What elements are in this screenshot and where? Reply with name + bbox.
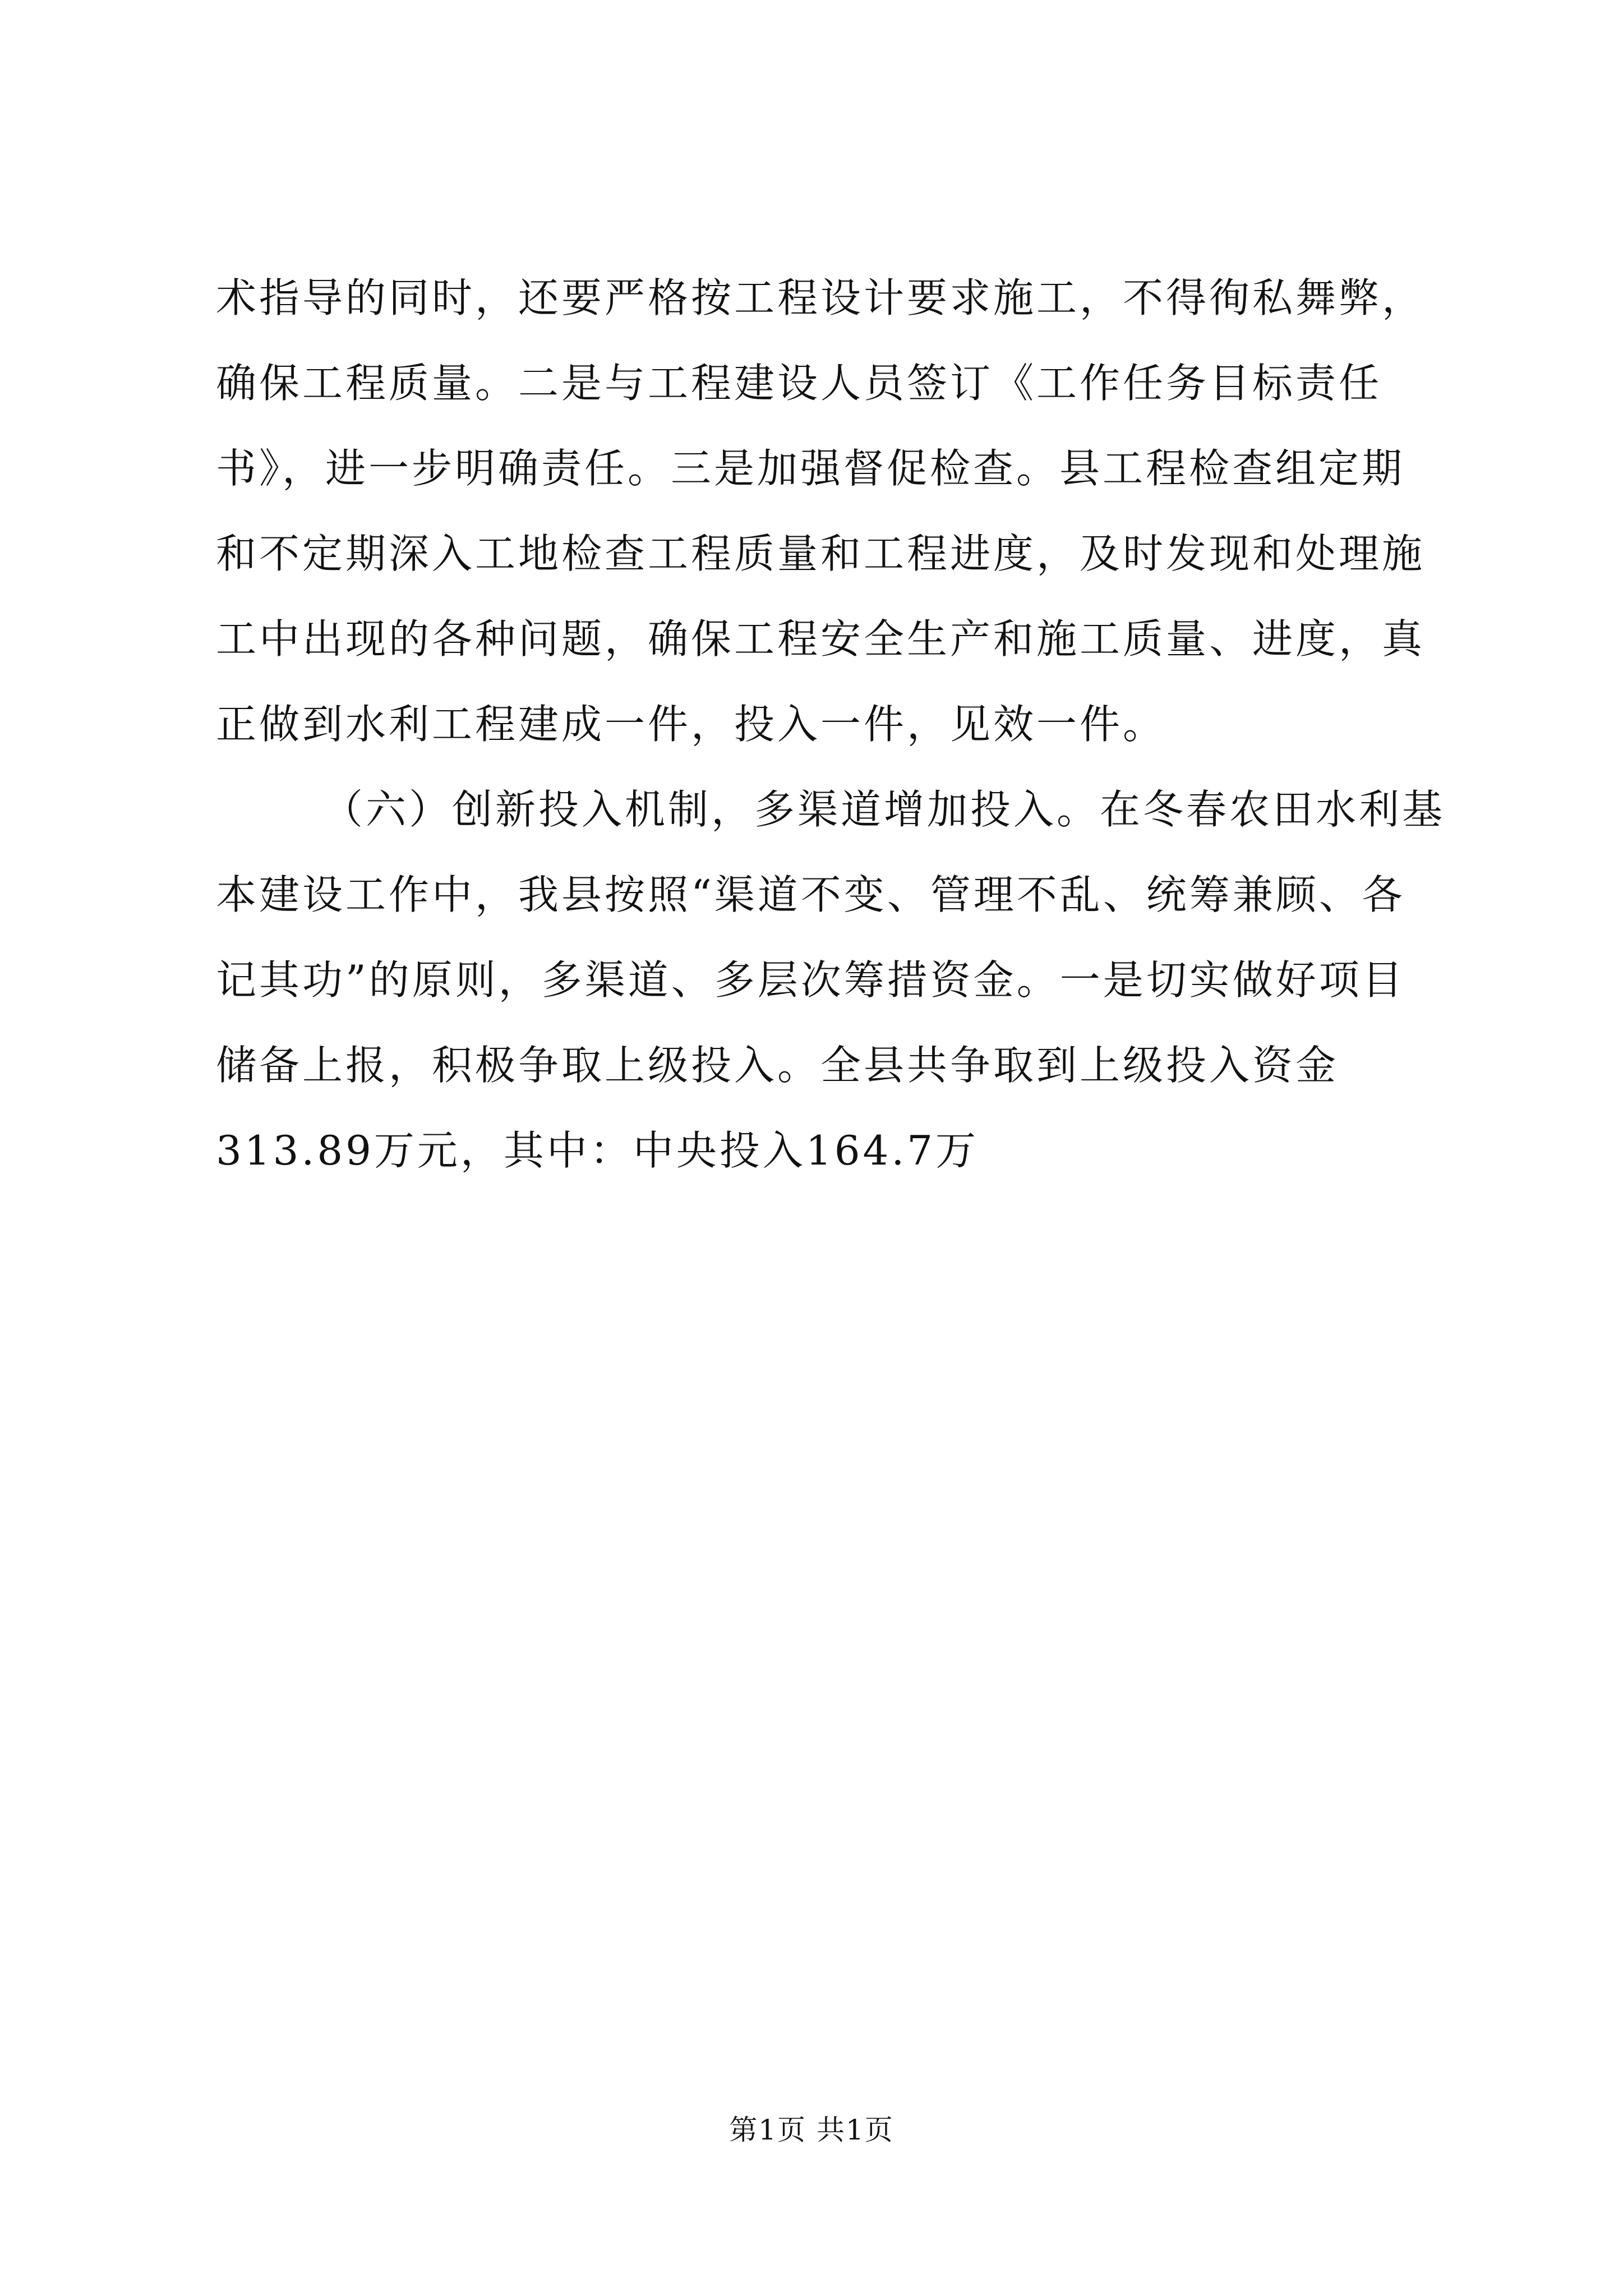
paragraph-line: （六）创新投入机制，多渠道增加投入。在冬春农田水利基 (322, 786, 1446, 833)
paragraph-line: 工中出现的各种问题，确保工程安全生产和施工质量、进度，真 (216, 615, 1426, 662)
paragraph-line: 和不定期深入工地检查工程质量和工程进度，及时发现和处理施 (216, 530, 1426, 577)
paragraph-line: 正做到水利工程建成一件，投入一件，见效一件。 (216, 701, 1166, 748)
paragraph-line: 书》，进一步明确责任。三是加强督促检查。县工程检查组定期 (216, 445, 1405, 492)
paragraph-line: 储备上报，积极争取上级投入。全县共争取到上级投入资金 (216, 1042, 1339, 1089)
paragraph-line: 记其功”的原则，多渠道、多层次筹措资金。一是切实做好项目 (216, 956, 1405, 1004)
paragraph-line: 本建设工作中，我县按照“渠道不变、管理不乱、统筹兼顾、各 (216, 871, 1405, 918)
paragraph-line: 313.89万元，其中：中央投入164.7万 (216, 1127, 979, 1174)
paragraph-line: 确保工程质量。二是与工程建设人员签订《工作任务目标责任 (216, 360, 1382, 407)
page-number-footer: 第1页 共1页 (729, 2114, 894, 2146)
document-body (216, 255, 1446, 1193)
paragraph-line: 术指导的同时，还要严格按工程设计要求施工，不得徇私舞弊， (216, 274, 1426, 321)
